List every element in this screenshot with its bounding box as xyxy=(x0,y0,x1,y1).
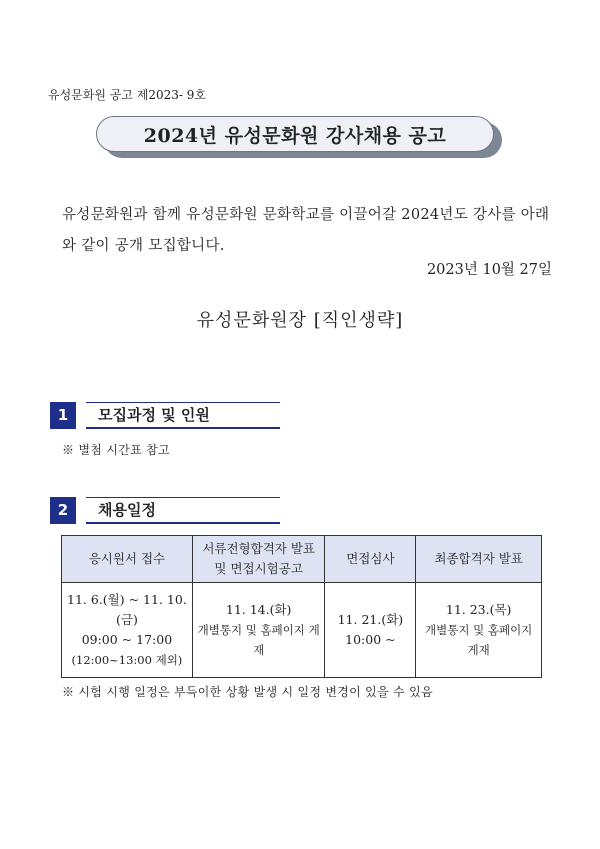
cell-text: 10:00 ~ xyxy=(345,632,396,647)
section-number: 2 xyxy=(50,497,76,524)
section-2-note: ※ 시험 시행 일정은 부득이한 상황 발생 시 일정 변경이 있을 수 있음 xyxy=(62,685,433,699)
page-title: 2024년 유성문화원 강사채용 공고 xyxy=(96,116,494,152)
section-title: 모집과정 및 인원 xyxy=(86,402,280,429)
header-text: 및 면접시험공고 xyxy=(214,561,303,576)
section-1-note: ※ 별첨 시간표 참고 xyxy=(62,443,170,457)
header-final-result: 최종합격자 발표 xyxy=(416,536,542,583)
cell-text: 09:00 ~ 17:00 xyxy=(81,632,173,647)
section-number: 1 xyxy=(50,402,76,429)
header-interview: 면접심사 xyxy=(325,536,416,583)
cell-interview xyxy=(325,583,416,678)
header-text: 서류전형합격자 발표 xyxy=(202,541,315,556)
cell-text: 개별통지 및 홈페이지 게재 xyxy=(425,623,533,657)
header-document-result xyxy=(192,536,325,583)
schedule-table xyxy=(61,535,542,678)
cell-final-result xyxy=(416,583,542,678)
cell-text: 11. 14.(화) xyxy=(225,602,292,617)
cell-application xyxy=(62,583,193,678)
cell-text: (12:00~13:00 제외) xyxy=(71,653,183,667)
section-1-header xyxy=(50,399,280,431)
section-title: 채용일정 xyxy=(86,497,280,524)
document-number: 유성문화원 공고 제2023- 9호 xyxy=(48,88,207,102)
header-application: 응시원서 접수 xyxy=(62,536,193,583)
signer: 유성문화원장 [직인생략] xyxy=(196,310,404,331)
announcement-date: 2023년 10월 27일 xyxy=(426,262,552,278)
intro-paragraph: 유성문화원과 함께 유성문화원 문화학교를 이끌어갈 2024년도 강사를 아래와 같이 공개 모집합니다. xyxy=(62,207,550,254)
table-header-row xyxy=(62,536,542,583)
table-row xyxy=(62,583,542,678)
cell-document-result xyxy=(192,583,325,678)
cell-text: 11. 6.(월) ~ 11. 10.(금) xyxy=(67,592,187,627)
cell-text: 11. 23.(목) xyxy=(445,602,512,617)
cell-text: 개별통지 및 홈페이지 게재 xyxy=(197,623,320,657)
cell-text: 11. 21.(화) xyxy=(337,612,404,627)
section-2-header xyxy=(50,494,280,526)
